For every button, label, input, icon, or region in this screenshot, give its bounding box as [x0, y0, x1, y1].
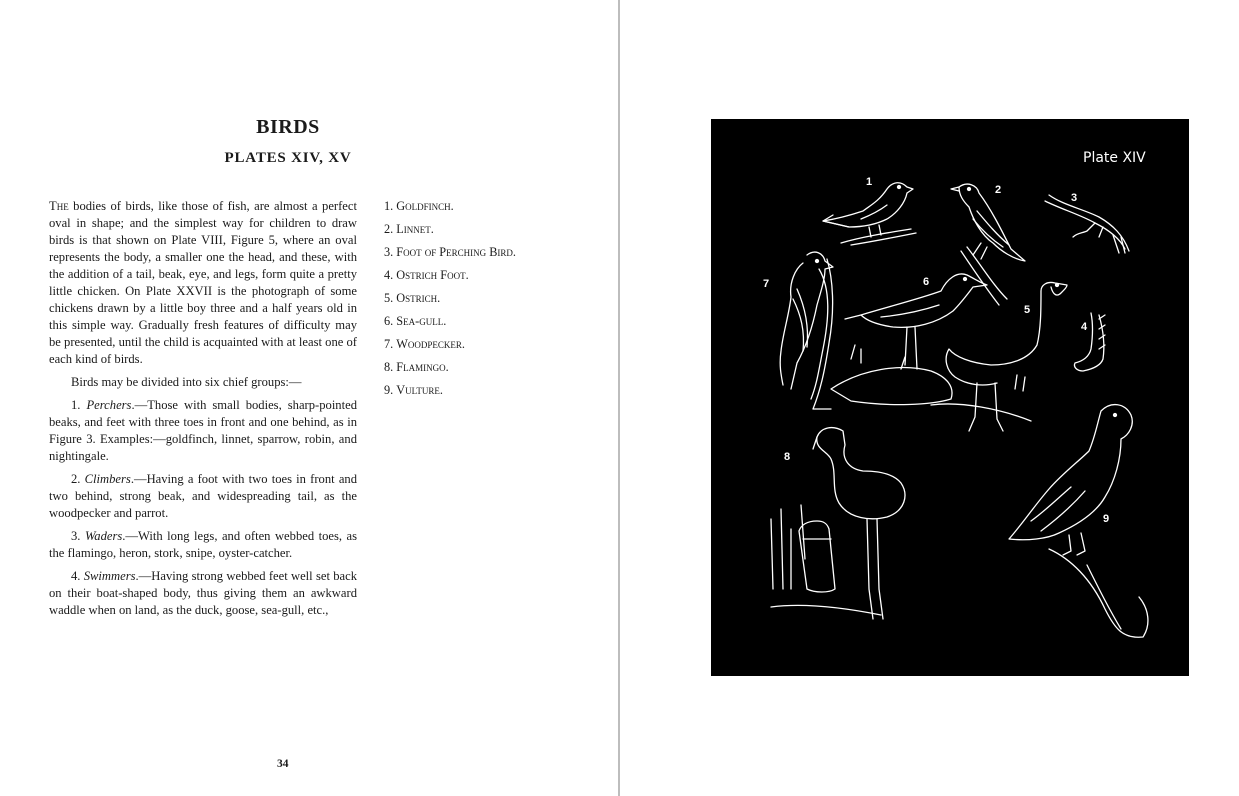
- intro-paragraph: [49, 198, 357, 368]
- intro-text: bodies of birds, like those of fish, are almost a perfect oval in shape; and the simplest way for children to draw birds is that shown on Plate VIII, Figure 5, where an oval represents the body, a smaller one the head, and these, with the addition of a tail, beak, eye, and legs, form quite a pretty little chicken. On Plate XXVII is the photograph of some chickens drawn by a little boy three and a half years old in this simple way. Gradually fresh features of difficulty may be presented, until the child is acquainted with at least one of each kind of birds.: [49, 199, 357, 366]
- intro-smallcap: The: [49, 199, 69, 213]
- plate-legend: [384, 198, 519, 405]
- legend-item: 7. Woodpecker.: [384, 337, 465, 351]
- figure-number-1: 1: [866, 176, 873, 188]
- figure-number-5: 5: [1024, 304, 1031, 316]
- legend-item: 9. Vulture.: [384, 383, 443, 397]
- body-text: [49, 198, 357, 625]
- vulture-drawing: [1009, 405, 1148, 638]
- legend-item: 2. Linnet.: [384, 222, 434, 236]
- group-number: 4.: [71, 569, 84, 583]
- figure-number-6: 6: [923, 276, 930, 288]
- linnet-drawing: [951, 184, 1025, 305]
- figure-number-4: 4: [1081, 321, 1088, 333]
- group-perchers-paragraph: [49, 397, 357, 465]
- woodpecker-drawing: [780, 252, 833, 409]
- legend-item: 1. Goldfinch.: [384, 199, 454, 213]
- group-number: 1.: [71, 398, 87, 412]
- group-text: .—Having a foot with two toes in front and two behind, strong beak, and widespreading tail, as the woodpecker and parrot.: [49, 472, 357, 520]
- figure-number-7: 7: [763, 278, 770, 290]
- legend-item: 3. Foot of Perching Bird.: [384, 245, 516, 259]
- group-text: .—Having strong webbed feet well set back on their boat-shaped body, thus giving them an awkward waddle when on land, as the duck, goose, sea-gull, etc.,: [49, 569, 357, 617]
- page-subtitle: PLATES XIV, XV: [224, 150, 352, 166]
- group-name: Swimmers: [83, 569, 136, 583]
- legend-item: 6. Sea-gull.: [384, 314, 447, 328]
- group-name: Waders: [84, 529, 123, 543]
- legend-item: 4. Ostrich Foot.: [384, 268, 469, 282]
- group-waders-paragraph: [49, 528, 357, 562]
- ostrich-foot-drawing: [1074, 313, 1105, 371]
- group-name: Perchers: [86, 398, 132, 412]
- group-name: Climbers: [84, 472, 131, 486]
- group-text: .—Those with small bodies, sharp-pointed beaks, and feet with three toes in front and one behind, as in Figure 3. Examples:—goldfinch, linnet, sparrow, robin, and nightingale.: [49, 398, 357, 463]
- group-number: 3.: [71, 529, 85, 543]
- page-number: 34: [277, 758, 289, 770]
- plate-illustration: [711, 119, 1189, 676]
- page-title: BIRDS: [256, 116, 320, 138]
- plate-drawing: [711, 119, 1189, 676]
- group-number: 2.: [71, 472, 85, 486]
- perching-foot-drawing: [1045, 195, 1129, 253]
- legend-item: 5. Ostrich.: [384, 291, 441, 305]
- group-text: .—With long legs, and often webbed toes, as the flamingo, heron, stork, snipe, oyster-catcher.: [49, 529, 358, 560]
- legend-item: 8. Flamingo.: [384, 360, 449, 374]
- group-swimmers-paragraph: [49, 568, 357, 619]
- groups-intro-paragraph: Birds may be divided into six chief groups:—: [71, 375, 302, 389]
- figure-number-3: 3: [1071, 192, 1078, 204]
- figure-number-8: 8: [784, 451, 791, 463]
- figure-number-9: 9: [1103, 513, 1110, 525]
- figure-number-2: 2: [995, 184, 1002, 196]
- right-page: [620, 0, 1239, 796]
- left-page: [0, 0, 618, 796]
- group-climbers-paragraph: [49, 471, 357, 522]
- seagull-drawing: [831, 274, 987, 405]
- goldfinch-drawing: [823, 183, 916, 245]
- plate-title: Plate XIV: [1083, 150, 1146, 166]
- flamingo-drawing: [771, 428, 905, 619]
